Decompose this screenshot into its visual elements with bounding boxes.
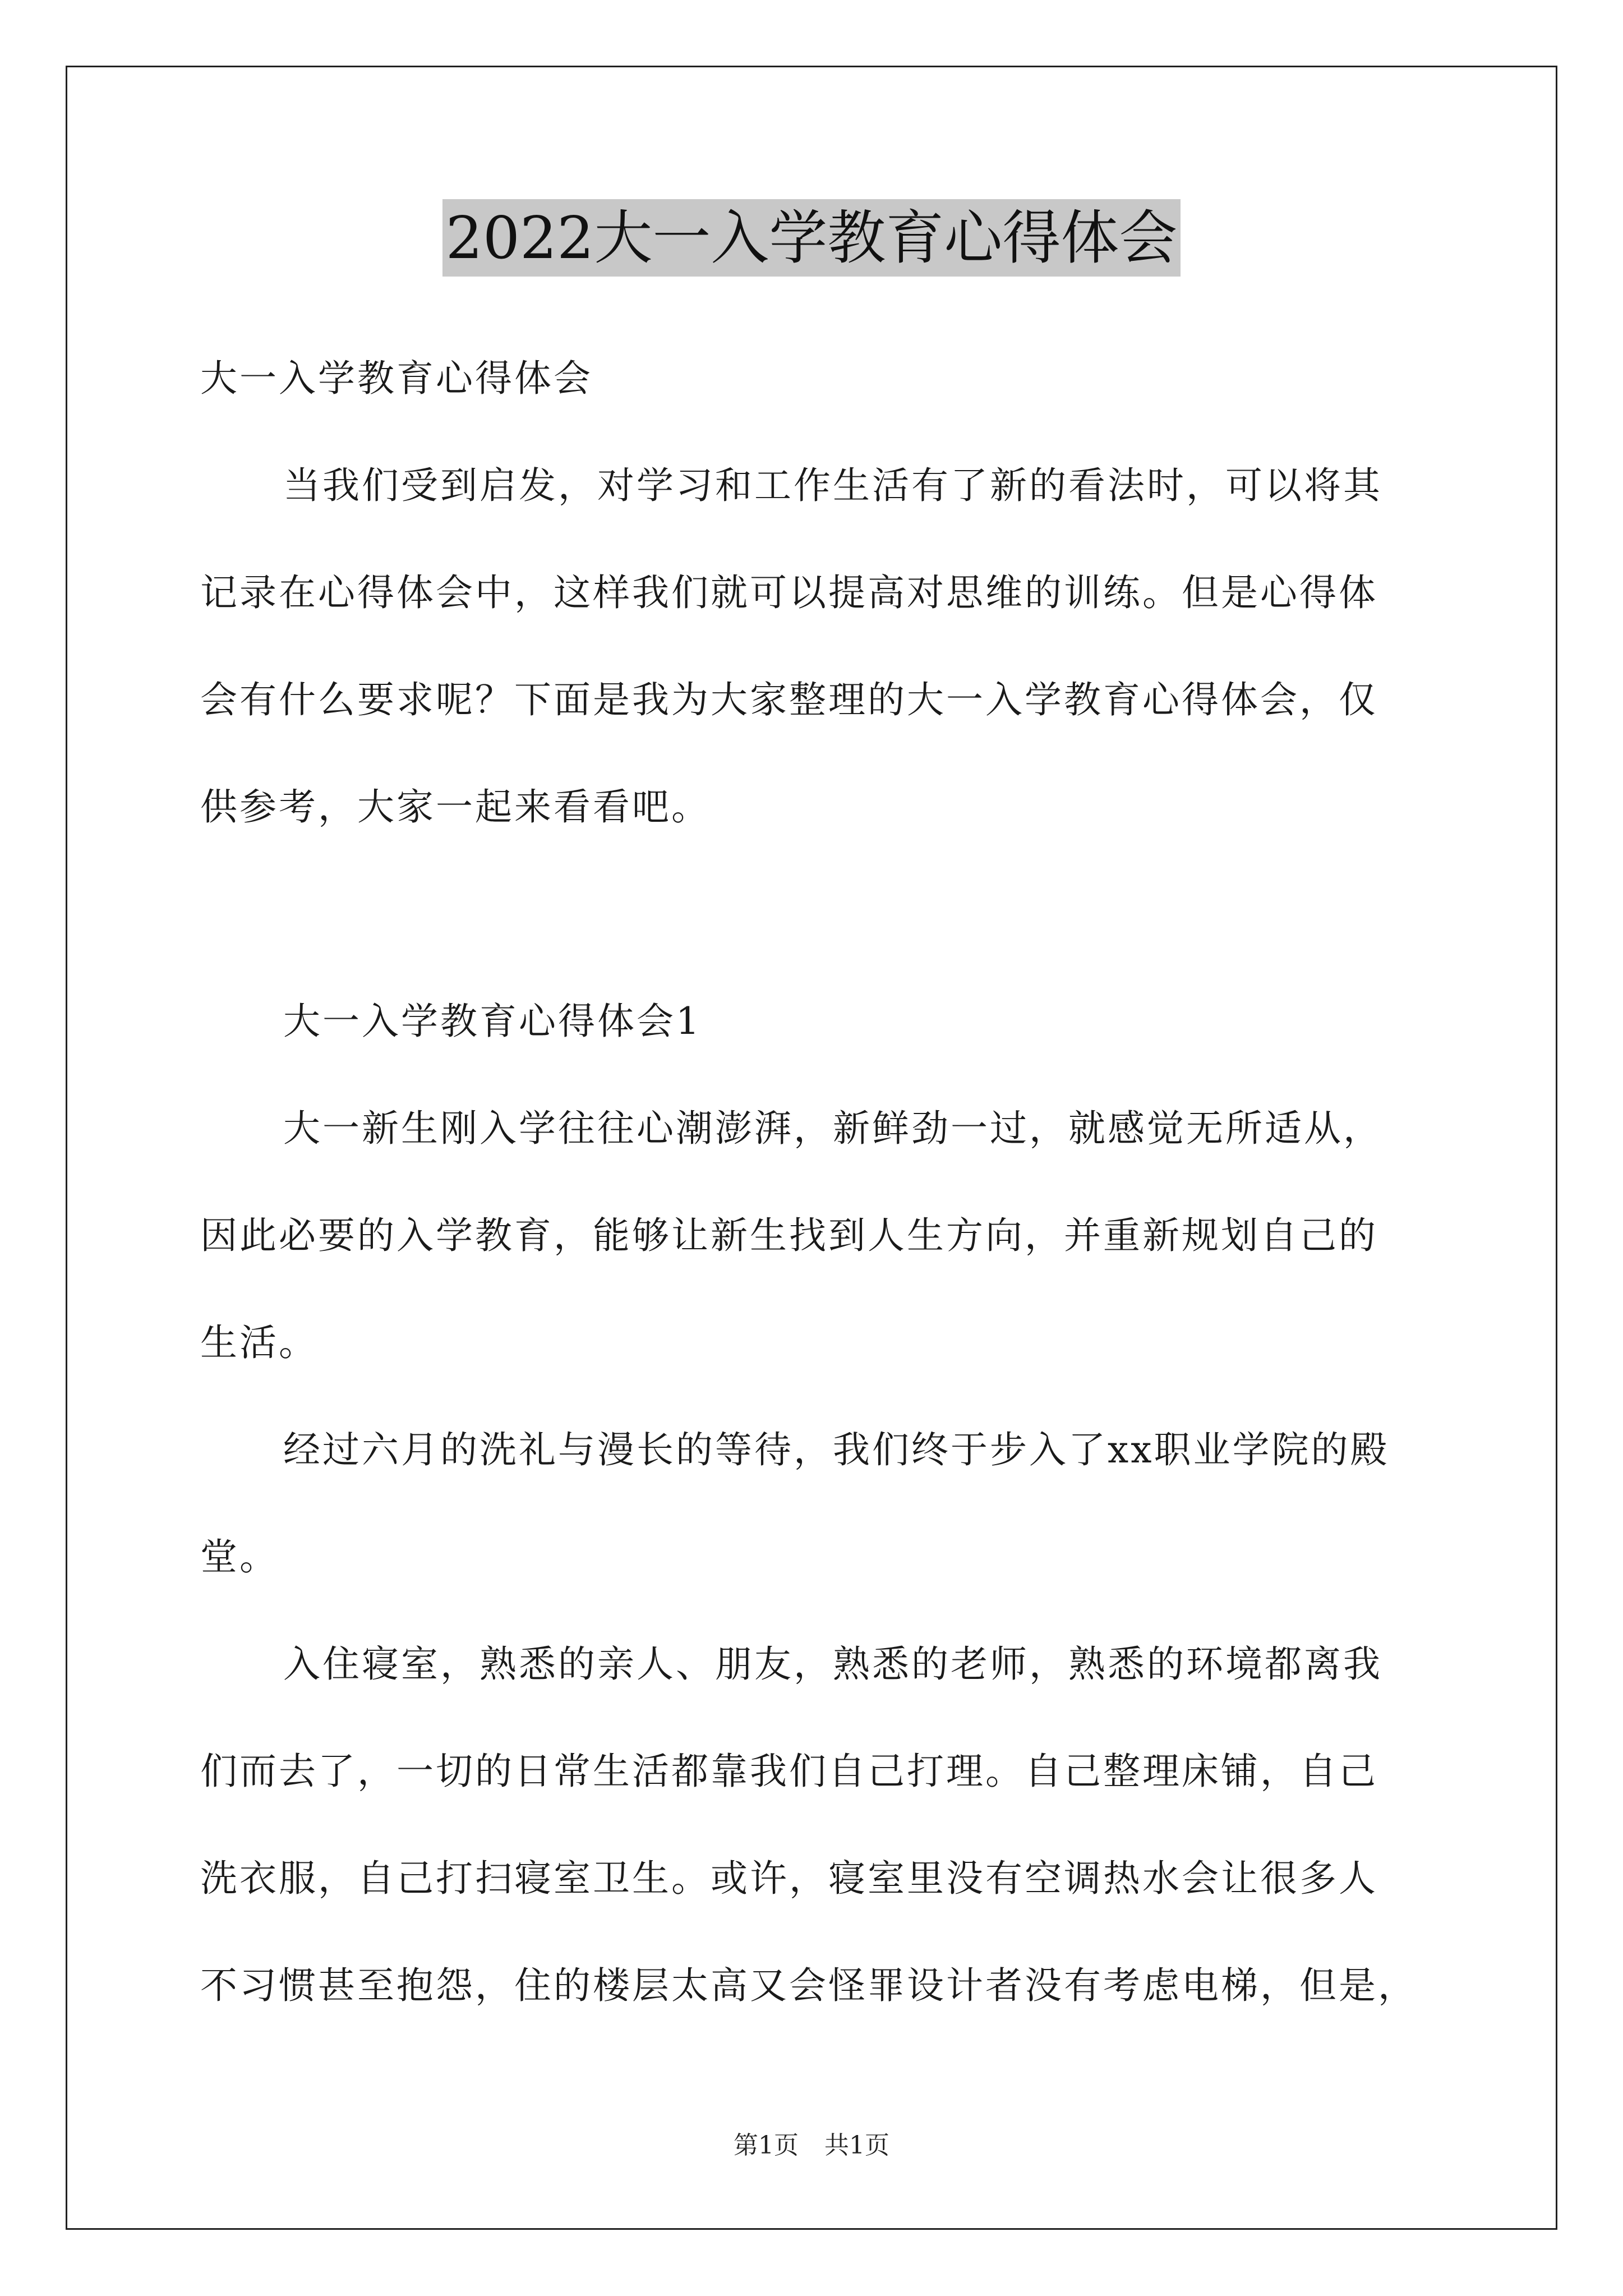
body-line: 会有什么要求呢？下面是我为大家整理的大一入学教育心得体会，仅 (200, 678, 1378, 721)
body-line: 记录在心得体会中，这样我们就可以提高对思维的训练。但是心得体 (200, 571, 1378, 614)
body-line: 当我们受到启发，对学习和工作生活有了新的看法时，可以将其 (283, 464, 1382, 507)
body-line: 生活。 (200, 1321, 318, 1364)
page-total: 共1页 (824, 2131, 889, 2160)
page-footer (0, 2129, 1623, 2162)
body-line: 堂。 (200, 1535, 279, 1579)
document-body (200, 342, 1434, 2056)
body-line: 们而去了，一切的日常生活都靠我们自己打理。自己整理床铺，自己 (200, 1750, 1378, 1793)
document-title: 2022大一入学教育心得体会 (442, 199, 1181, 277)
body-line: 大一新生刚入学往往心潮澎湃，新鲜劲一过，就感觉无所适从， (283, 1107, 1382, 1150)
page-number: 第1页 (734, 2131, 799, 2160)
body-line: 洗衣服，自己打扫寝室卫生。或许，寝室里没有空调热水会让很多人 (200, 1857, 1378, 1900)
body-line: 大一入学教育心得体会 (200, 357, 593, 400)
body-line: 入住寝室，熟悉的亲人、朋友，熟悉的老师，熟悉的环境都离我 (283, 1642, 1382, 1686)
body-line: 大一入学教育心得体会1 (283, 1000, 702, 1043)
body-line: 不习惯甚至抱怨，住的楼层太高又会怪罪设计者没有考虑电梯，但是， (200, 1964, 1417, 2007)
body-line: 经过六月的洗礼与漫长的等待，我们终于步入了xx职业学院的殿 (283, 1428, 1390, 1471)
body-line: 因此必要的入学教育，能够让新生找到人生方向，并重新规划自己的 (200, 1214, 1378, 1257)
body-line: 供参考，大家一起来看看吧。 (200, 785, 711, 829)
body-line (200, 878, 1434, 985)
title-wrapper (0, 199, 1623, 277)
